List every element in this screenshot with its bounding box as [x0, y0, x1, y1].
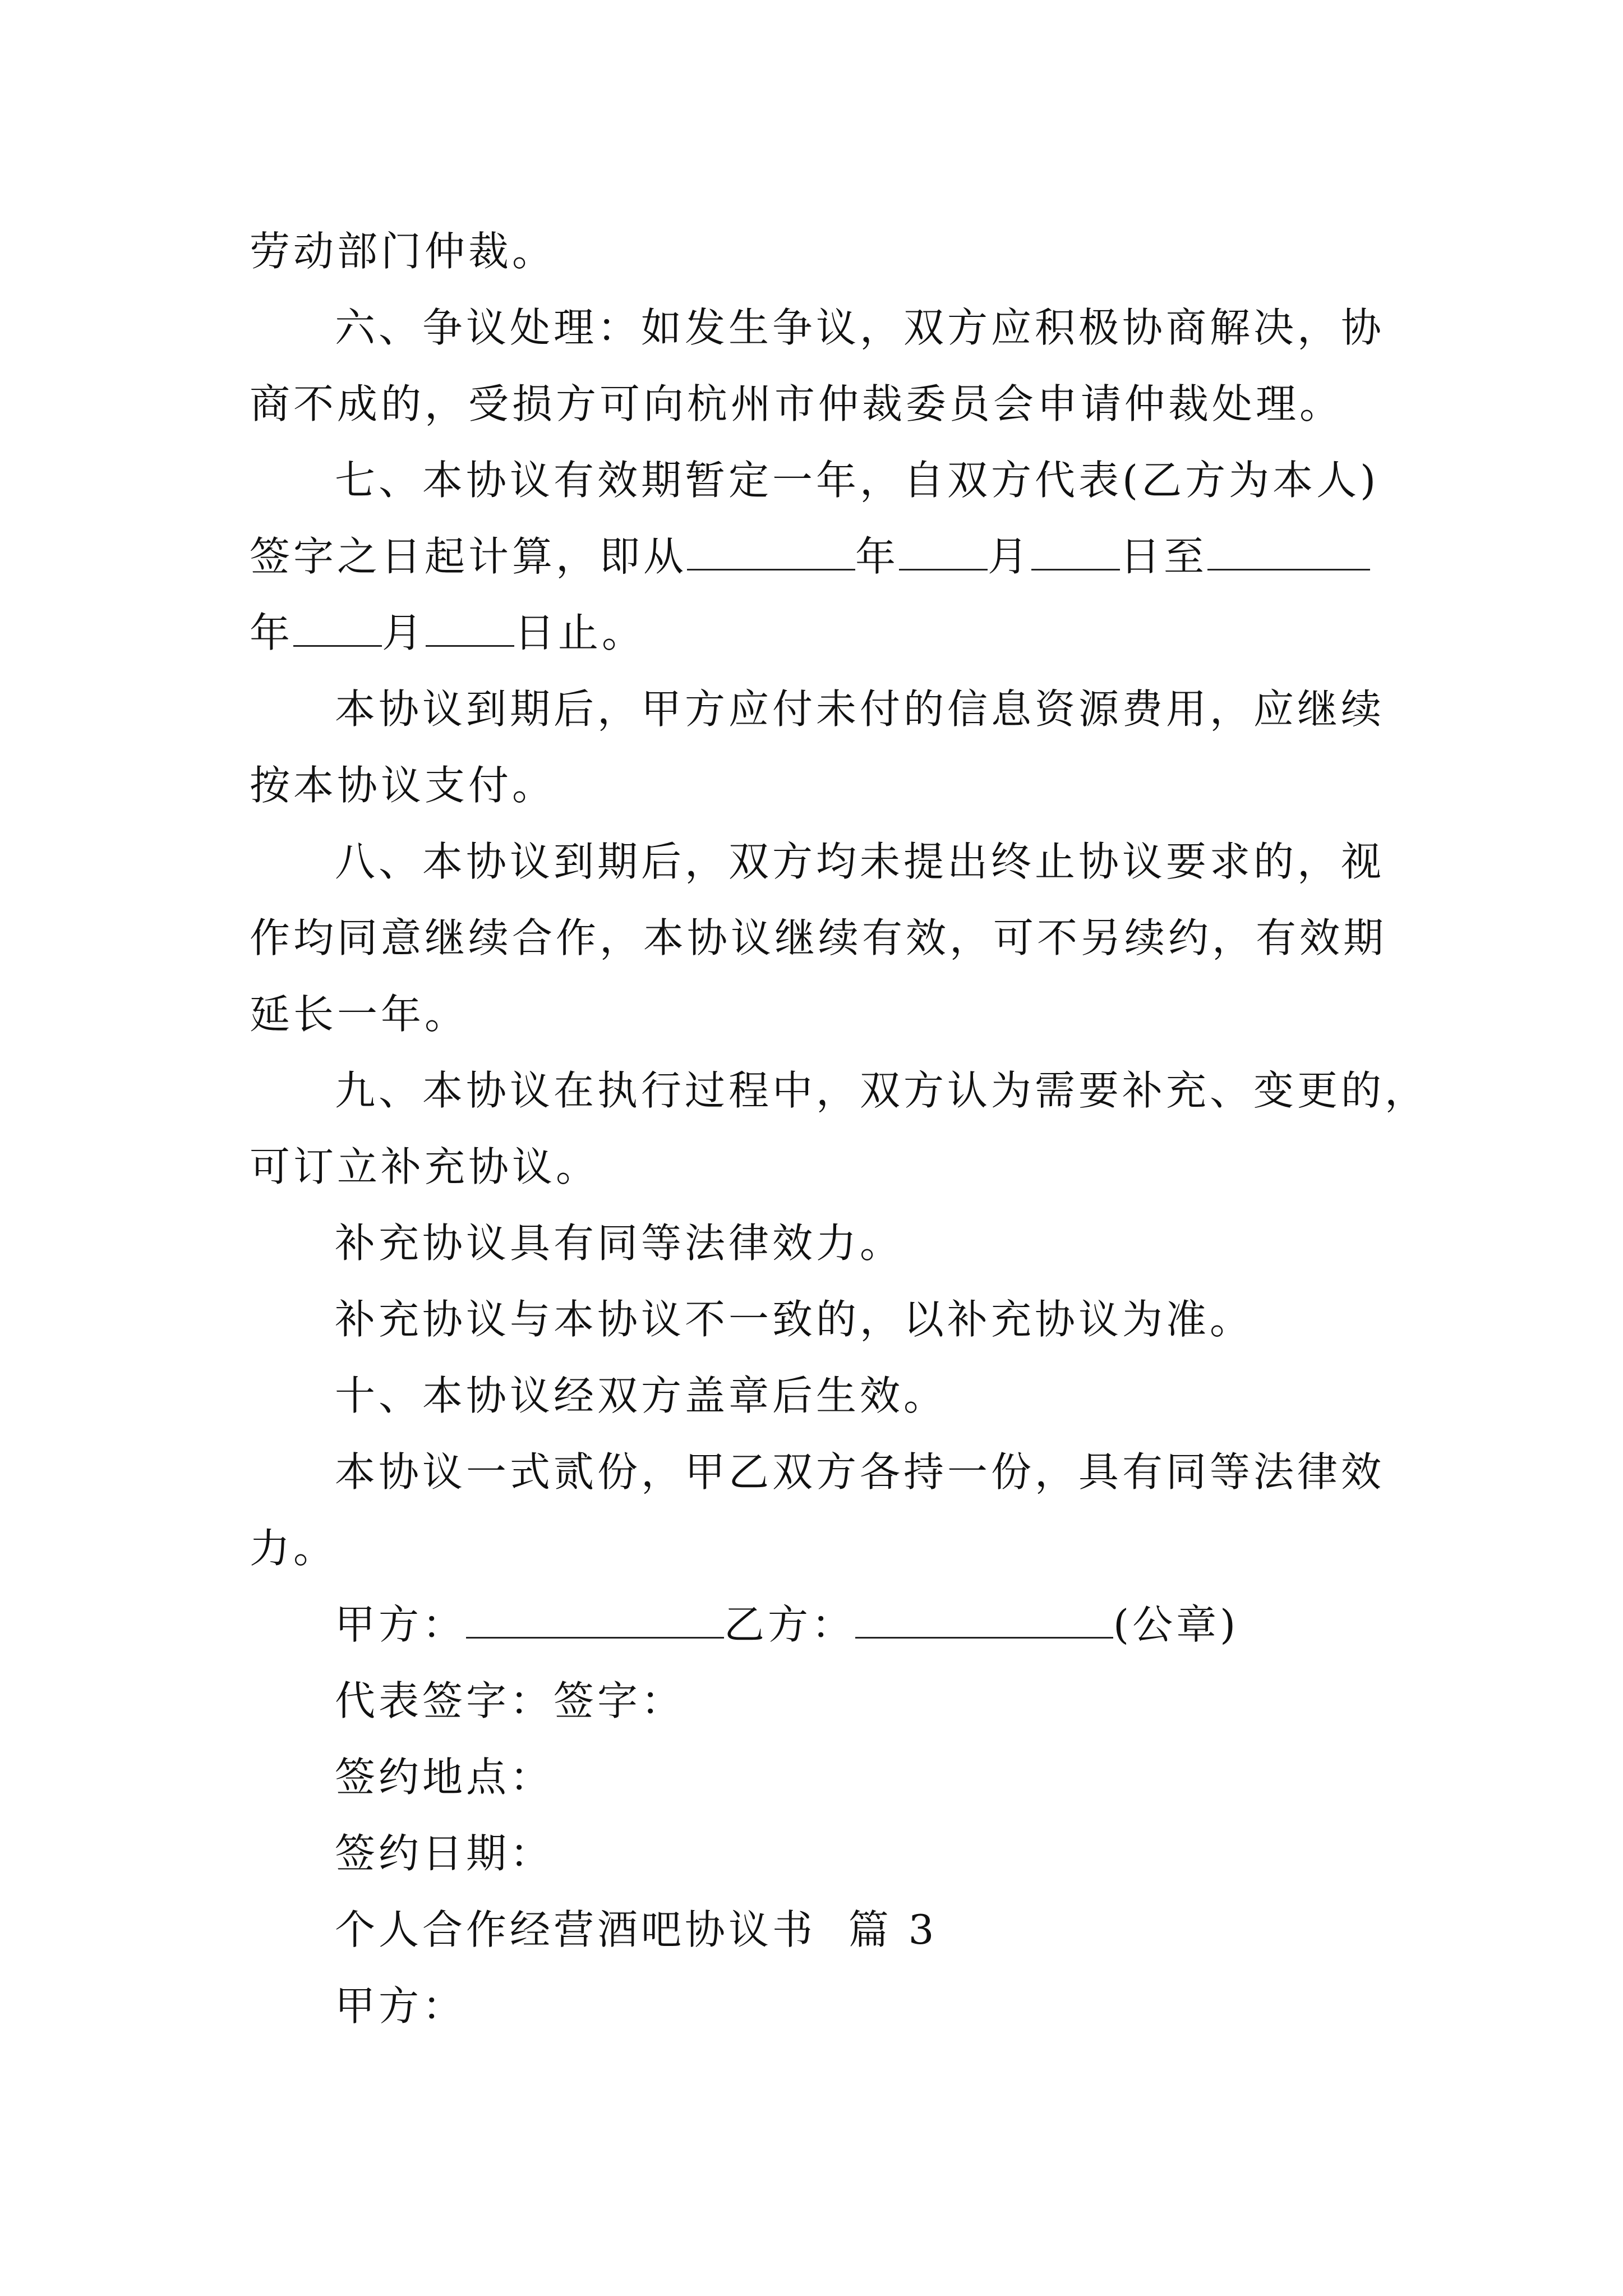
seal-label: (公章)	[1113, 1601, 1239, 1648]
start-year-blank	[687, 535, 855, 570]
start-month-label: 月	[988, 533, 1032, 580]
section-party-a-line: 甲方：	[335, 1982, 467, 2030]
clause-9-note-2: 补充协议与本协议不一致的，以补充协议为准。	[335, 1296, 1254, 1343]
clause-6-line-2: 商不成的，受损方可向杭州市仲裁委员会申请仲裁处理。	[250, 380, 1344, 427]
copies-line-1: 本协议一式贰份，甲乙双方各持一份，具有同等法律效	[335, 1448, 1385, 1496]
party-a-label: 甲方：	[335, 1601, 467, 1648]
clause-8-line-1: 八、本协议到期后，双方均未提出终止协议要求的，视	[335, 838, 1385, 885]
clause-7-note-line-1: 本协议到期后，甲方应付未付的信息资源费用，应继续	[335, 685, 1385, 733]
end-month-label: 月	[382, 609, 426, 656]
start-month-blank	[899, 535, 988, 570]
signing-date-line: 签约日期：	[335, 1830, 554, 1877]
end-day-blank	[426, 611, 514, 647]
signature-parties-line	[250, 1586, 1388, 1663]
clause-9-note-1: 补充协议具有同等法律效力。	[335, 1220, 904, 1267]
end-day-label: 日止。	[514, 609, 646, 656]
paragraph-line: 劳动部门仲裁。	[250, 228, 556, 275]
signing-place-line: 签约地点：	[335, 1754, 554, 1801]
section-title: 个人合作经营酒吧协议书 篇 3	[335, 1906, 938, 1953]
clause-8-line-2: 作均同意继续合作，本协议继续有效，可不另续约，有效期	[250, 914, 1387, 961]
end-month-blank	[293, 611, 382, 647]
clause-6-line-1: 六、争议处理：如发生争议，双方应积极协商解决，协	[335, 304, 1385, 351]
representative-sign-line: 代表签字：签字：	[335, 1677, 685, 1724]
party-b-blank	[855, 1603, 1113, 1639]
clause-7-note-line-2: 按本协议支付。	[250, 762, 556, 809]
clause-8-line-3: 延长一年。	[250, 991, 469, 1038]
clause-9-line-1: 九、本协议在执行过程中，双方认为需要补充、变更的，	[335, 1067, 1429, 1114]
clause-9-line-2: 可订立补充协议。	[250, 1143, 600, 1190]
start-day-blank	[1031, 535, 1120, 570]
document-page	[250, 213, 1429, 2044]
start-year-label: 年	[855, 533, 900, 580]
end-year-blank	[1207, 535, 1370, 570]
clause-7-date-line-2	[250, 595, 1388, 671]
party-b-label: 乙方：	[724, 1601, 856, 1648]
party-a-blank	[466, 1603, 724, 1639]
term-prefix: 签字之日起计算，即从	[250, 533, 688, 580]
clause-10-line: 十、本协议经双方盖章后生效。	[335, 1372, 948, 1419]
start-day-label: 日至	[1120, 533, 1208, 580]
clause-7-date-line-1	[250, 518, 1388, 595]
clause-7-line-1: 七、本协议有效期暂定一年，自双方代表(乙方为本人)	[335, 457, 1380, 504]
copies-line-2: 力。	[250, 1525, 338, 1572]
end-year-label: 年	[250, 609, 294, 656]
